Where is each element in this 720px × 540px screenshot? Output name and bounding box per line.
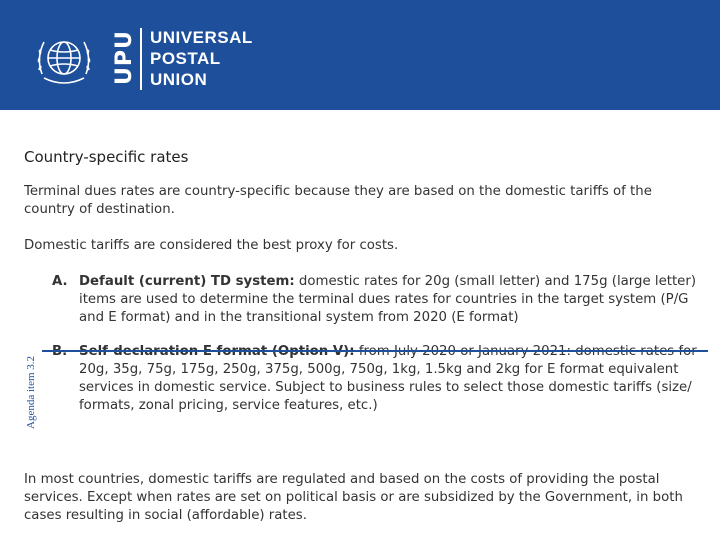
- proxy-paragraph: Domestic tariffs are considered the best proxy for costs.: [24, 238, 399, 253]
- upu-globe-emblem-icon: [32, 28, 96, 90]
- list-item: [52, 343, 700, 415]
- agenda-item-label: Agenda item 3.2: [25, 355, 37, 429]
- logo-name-line: UNIVERSAL: [150, 28, 253, 47]
- header-banner: [0, 0, 720, 110]
- closing-paragraph: In most countries, domestic tariffs are regulated and based on the costs of providing the postal services. Except when rates are set on political basis or are subsidized by the Government, in both cases resulting in social (affordable) rates.: [24, 472, 683, 523]
- option-list: [52, 273, 700, 431]
- list-marker: [52, 343, 79, 415]
- list-item-body: [79, 343, 700, 415]
- list-item-text: 20g, 35g, 75g, 175g, 250g, 375g, 500g, 750g, 1kg, 1.5kg and 2kg for E format equivalent services in domestic service. Subject to business rules to select those domestic tariffs (size/ formats, zonal pricing, service features, etc.): [79, 362, 692, 413]
- list-item-text: domestic rates for 20g (small letter) and 175g (large letter) items are used to determine the terminal dues rates for countries in the target system (P/G and E format) and in the transitional system from 2020 (E format): [79, 274, 697, 325]
- logo-name-line: POSTAL: [150, 49, 221, 68]
- logo-name: [150, 27, 253, 90]
- list-item-body: [79, 273, 700, 327]
- logo-divider: [140, 28, 142, 90]
- list-marker: A.: [52, 274, 68, 289]
- list-item: [52, 273, 700, 327]
- agenda-divider-line: [42, 350, 708, 352]
- logo-abbreviation: UPU: [112, 30, 137, 86]
- slide-title: Country-specific rates: [24, 148, 189, 166]
- intro-paragraph: Terminal dues rates are country-specific because they are based on the domestic tariffs of the country of destination.: [24, 184, 652, 217]
- list-item-lead: Default (current) TD system:: [79, 274, 295, 289]
- logo-name-line: UNION: [150, 70, 208, 89]
